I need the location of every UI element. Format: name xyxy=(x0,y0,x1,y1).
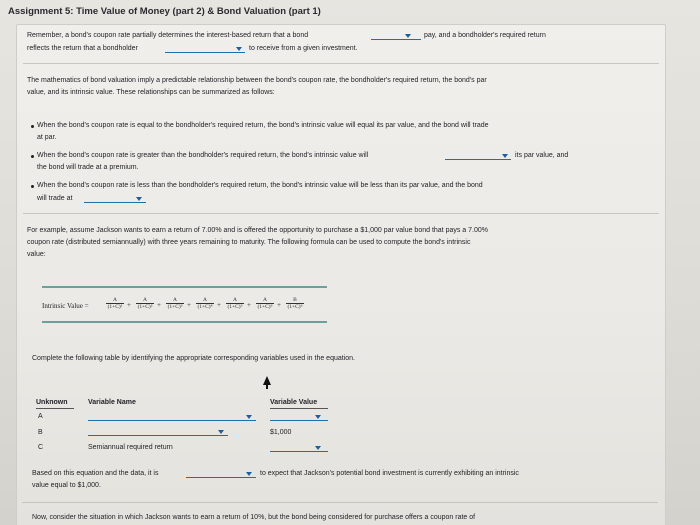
formula-term-5: $\frac{A}{\text{(1+C)⁵}}$ xyxy=(227,297,243,310)
mouse-pointer-tail xyxy=(266,384,268,389)
chevron-down-icon[interactable] xyxy=(136,197,142,201)
divider xyxy=(23,63,659,64)
divider xyxy=(22,502,658,503)
math-text-1: The mathematics of bond valuation imply a predictable relationship between the bond's coupon rate, the bondholder's required return, the bond's par xyxy=(27,77,487,84)
formula-lhs: Intrinsic Value = xyxy=(42,302,89,310)
bullet-dot xyxy=(31,125,34,128)
chevron-down-icon[interactable] xyxy=(315,415,321,419)
row-c-name: Semiannual required return xyxy=(88,444,173,451)
bullet-2-line-1a: When the bond's coupon rate is greater than the bondholder's required return, the bond's intrinsic value will xyxy=(37,152,369,159)
formula-term-1: $\frac{A}{\text{(1+C)¹}}$ xyxy=(107,297,123,310)
bullet-2-line-1b: its par value, and xyxy=(515,152,569,159)
chevron-down-icon[interactable] xyxy=(236,47,242,51)
row-c-unknown: C xyxy=(38,444,44,451)
chevron-down-icon[interactable] xyxy=(405,34,411,38)
formula-term-6: $\frac{A}{\text{(1+C)⁶}}$ xyxy=(257,297,273,310)
example-text-3: value: xyxy=(27,251,46,258)
formula-term-3: $\frac{A}{\text{(1+C)³}}$ xyxy=(167,297,183,310)
intro-text-2b: to receive from a given investment. xyxy=(249,45,358,52)
plus-sign: + xyxy=(157,301,161,309)
header-variable-name: Variable Name xyxy=(88,399,136,406)
bullet-dot xyxy=(31,185,34,188)
now-consider-text: Now, consider the situation in which Jackson wants to earn a return of 10%, but the bond being considered for purchase offers a coupon rate of xyxy=(32,514,476,521)
chevron-down-icon[interactable] xyxy=(246,415,252,419)
will-should-dropdown[interactable] xyxy=(371,31,421,40)
table-instructions: Complete the following table by identifying the appropriate corresponding variables used in the equation. xyxy=(32,355,355,362)
plus-sign: + xyxy=(217,301,221,309)
plus-sign: + xyxy=(277,301,281,309)
plus-sign: + xyxy=(187,301,191,309)
header-variable-value: Variable Value xyxy=(270,399,318,406)
page-title: Assignment 5: Time Value of Money (part 2) & Bond Valuation (part 1) xyxy=(8,6,321,17)
row-b-unknown: B xyxy=(38,429,43,436)
header-unknown: Unknown xyxy=(36,399,68,406)
bullet-1-line-2: at par. xyxy=(37,134,57,141)
bullet-2-line-2: the bond will trade at a premium. xyxy=(37,164,139,171)
formula-term-4: $\frac{A}{\text{(1+C)⁴}}$ xyxy=(197,297,213,310)
row-b-name-dropdown[interactable] xyxy=(88,427,228,436)
example-text-2: coupon rate (distributed semiannually) with three years remaining to maturity. The following formula can be used to compute the bond's intrinsic xyxy=(27,239,471,246)
bullet-3-line-1: When the bond's coupon rate is less than the bondholder's required return, the bond's intrinsic value will be less than its par value, and the bond xyxy=(37,182,483,189)
header-rule xyxy=(270,408,328,409)
row-a-name-dropdown[interactable] xyxy=(88,412,256,421)
bullet-dot xyxy=(31,155,34,158)
divider xyxy=(23,213,659,214)
formula-top-rule xyxy=(42,286,327,288)
bullet-1-line-1: When the bond's coupon rate is equal to the bondholder's required return, the bond's intrinsic value will equal its par value, and the bond will trade xyxy=(37,122,489,129)
formula-bottom-rule xyxy=(42,321,327,323)
chevron-down-icon[interactable] xyxy=(315,446,321,450)
intrinsic-value-formula xyxy=(42,284,327,324)
header-rule xyxy=(36,408,74,409)
formula-term-2: $\frac{A}{\text{(1+C)²}}$ xyxy=(137,297,153,310)
plus-sign: + xyxy=(127,301,131,309)
conclusion-text-2: value equal to $1,000. xyxy=(32,482,101,489)
chevron-down-icon[interactable] xyxy=(502,154,508,158)
bullet-3-line-2: will trade at xyxy=(37,195,73,202)
chevron-down-icon[interactable] xyxy=(246,472,252,476)
chevron-down-icon[interactable] xyxy=(218,430,224,434)
plus-sign: + xyxy=(247,301,251,309)
formula-term-7: $\frac{B}{\text{(1+C)⁶}}$ xyxy=(287,297,303,310)
conclusion-text-1a: Based on this equation and the data, it is xyxy=(32,470,159,477)
intro-text-2a: reflects the return that a bondholder xyxy=(27,45,138,52)
expects-dropdown[interactable] xyxy=(165,44,245,53)
math-text-2: value, and its intrinsic value. These relationships can be summarized as follows: xyxy=(27,89,275,96)
intro-text-1a: Remember, a bond's coupon rate partially determines the interest-based return that a bond xyxy=(27,32,309,39)
row-b-value: $1,000 xyxy=(270,429,292,436)
conclusion-text-1b: to expect that Jackson's potential bond investment is currently exhibiting an intrinsic xyxy=(260,470,519,477)
row-a-unknown: A xyxy=(38,413,43,420)
example-text-1: For example, assume Jackson wants to earn a return of 7.00% and is offered the opportunity to purchase a $1,000 par value bond that pays a 7.00% xyxy=(27,227,488,234)
intro-text-1b: pay, and a bondholder's required return xyxy=(424,32,546,39)
